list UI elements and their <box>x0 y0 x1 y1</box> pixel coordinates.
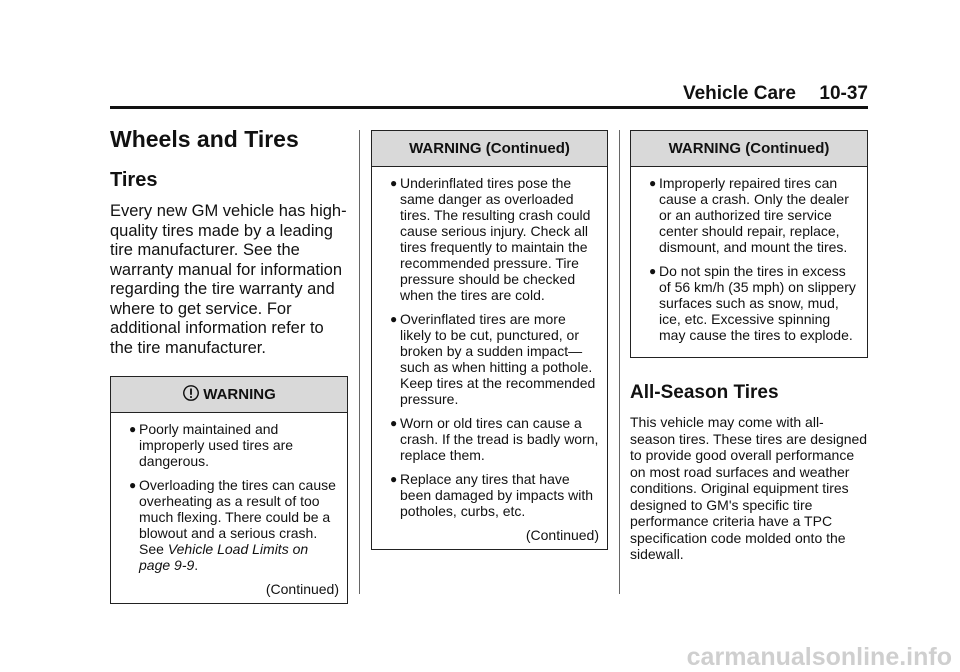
watermark: carmanualsonline.info <box>686 643 952 671</box>
warning-body <box>372 167 607 549</box>
warning-box-continued <box>371 130 608 550</box>
warning-list <box>380 175 599 519</box>
list-item: ● Overloading the tires can cause overheating as a result of too much flexing. There could be a blowout and a serious crash. See Vehicle Load Limits on page 9-9. <box>129 477 336 573</box>
page-header <box>110 80 868 109</box>
section-heading-all-season: All-Season Tires <box>630 382 779 403</box>
warning-box-continued <box>630 130 868 358</box>
warning-list <box>639 175 859 343</box>
alert-icon <box>182 384 200 402</box>
continued-label: (Continued) <box>265 581 339 597</box>
column-1 <box>110 126 348 604</box>
list-item: ● Poorly maintained and improperly used tires are dangerous. <box>129 421 294 469</box>
continued-label: (Continued) <box>525 527 599 543</box>
bullet-icon: ● <box>129 478 137 492</box>
section-heading-tires: Tires <box>110 169 158 191</box>
list-item: ● Replace any tires that have been damaged by impacts with potholes, curbs, etc. <box>390 471 593 519</box>
warning-title-bar: WARNING (Continued) <box>372 131 607 167</box>
page-number: 10-37 <box>819 83 868 104</box>
list-item: ● Overinflated tires are more likely to be cut, punctured, or broken by a sudden impact— such as when hitting a pothole. Keep tires at the recommended pressure. <box>390 311 596 407</box>
bullet-icon: ● <box>649 176 657 190</box>
column-3 <box>630 130 868 563</box>
bullet-icon: ● <box>390 312 398 326</box>
warning-body <box>111 413 347 603</box>
warning-list <box>119 421 339 573</box>
all-season-paragraph: This vehicle may come with all-season tires. These tires are designed to provide good overall performance on most road surfaces and weather conditions. Original equipment tires designed to GM's specific tire performance criteria have a TPC specification code molded onto the sidewall. <box>630 414 868 562</box>
bullet-icon: ● <box>649 264 657 278</box>
section-title: Vehicle Care <box>682 83 796 104</box>
list-item: ● Do not spin the tires in excess of 56 km/h (35 mph) on slippery surfaces such as snow, mud, ice, etc. Excessive spinning may cause the tires to explode. <box>649 263 856 343</box>
warning-title-bar <box>111 377 347 413</box>
warning-body <box>631 167 867 357</box>
list-item: ● Improperly repaired tires can cause a crash. Only the dealer or an authorized tire service center should repair, replace, dismount, and mount the tires. <box>649 175 849 255</box>
cross-reference-link[interactable]: Vehicle Load Limits on page 9-9 <box>139 541 309 573</box>
bullet-icon: ● <box>390 416 398 430</box>
page-title: Wheels and Tires <box>110 126 299 152</box>
bullet-icon: ● <box>390 176 398 190</box>
bullet-icon: ● <box>390 472 398 486</box>
warning-title-bar: WARNING (Continued) <box>631 131 867 167</box>
footer <box>0 643 960 672</box>
bullet-icon: ● <box>129 422 137 436</box>
intro-paragraph: Every new GM vehicle has high-quality tires made by a leading tire manufacturer. See the warranty manual for information regarding the tire warranty and where to get service. For additional information refer to the tire manufacturer. <box>110 202 347 357</box>
list-item: ● Worn or old tires can cause a crash. If the tread is badly worn, replace them. <box>390 415 599 463</box>
column-divider-left <box>359 130 360 594</box>
list-item: ● Underinflated tires pose the same danger as overloaded tires. The resulting crash could cause serious injury. Check all tires frequently to maintain the recommended pressure. Tire pressure should be checked when the tires are cold. <box>390 175 591 303</box>
column-2 <box>371 130 608 550</box>
warning-title: WARNING <box>203 386 276 403</box>
warning-box <box>110 376 348 604</box>
column-divider-right <box>619 130 620 594</box>
